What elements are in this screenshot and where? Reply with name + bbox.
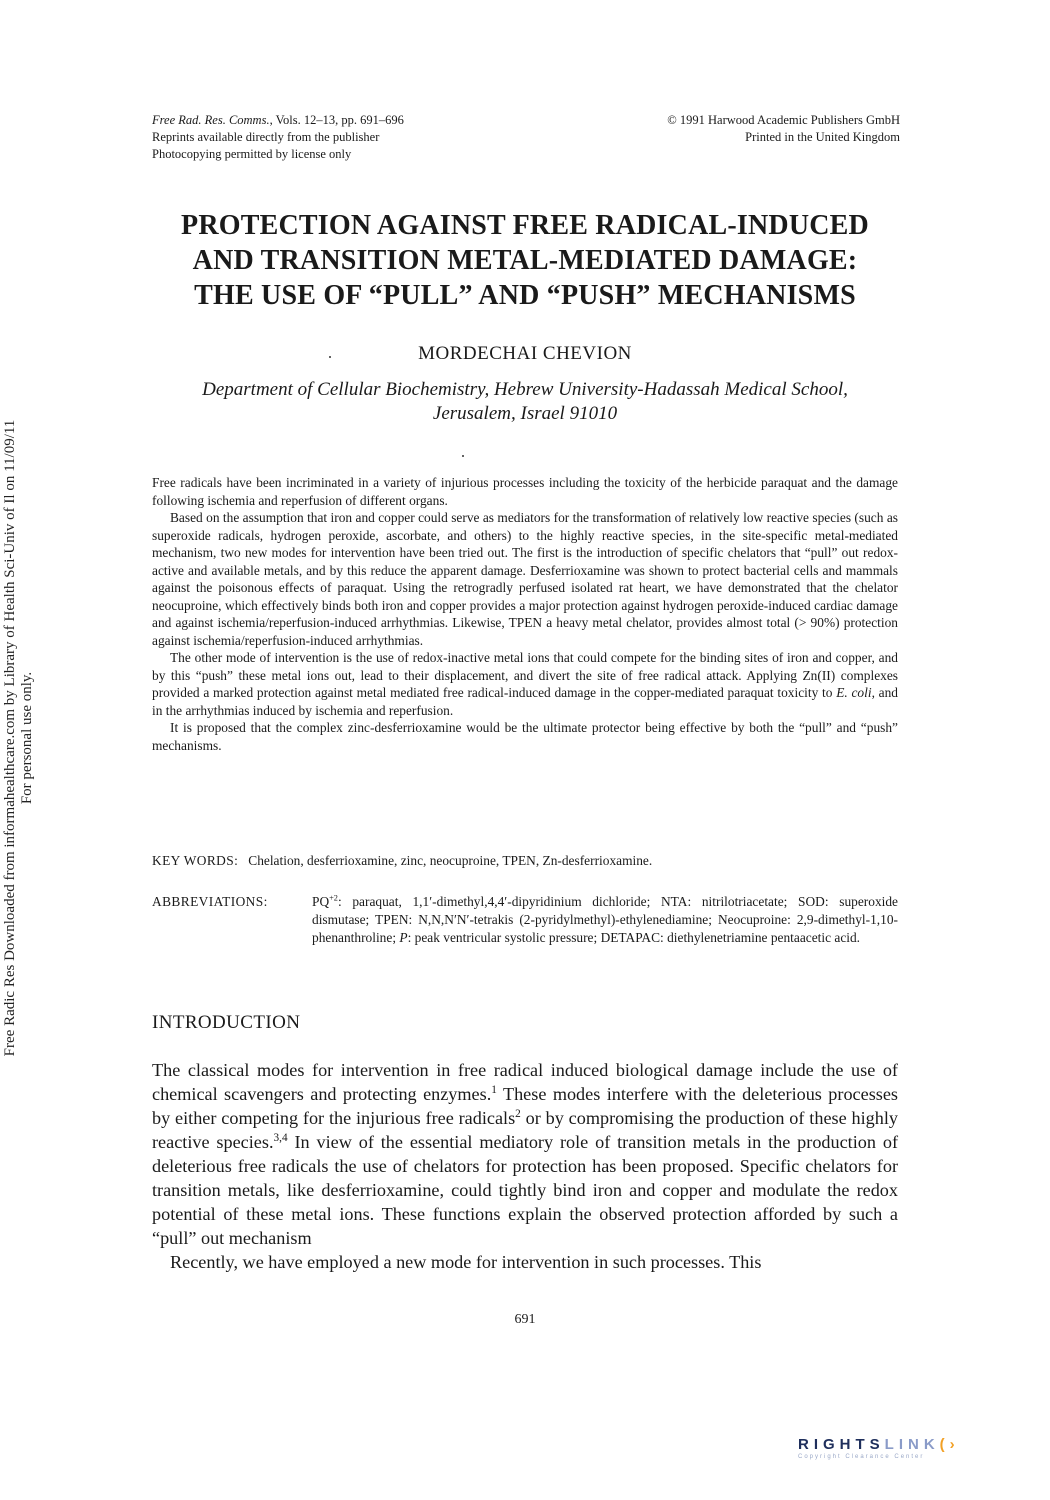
abbreviations-label: ABBREVIATIONS: xyxy=(152,894,268,909)
ref-3-4: 3,4 xyxy=(273,1131,288,1144)
reprints-note: Reprints available directly from the publisher xyxy=(152,130,380,144)
ref-1: 1 xyxy=(491,1083,497,1096)
title-line-2: AND TRANSITION METAL-MEDIATED DAMAGE: xyxy=(192,245,858,276)
journal-name: Free Rad. Res. Comms. xyxy=(152,113,270,127)
rightslink-subtitle: Copyright Clearance Center xyxy=(798,1454,925,1460)
abstract-paragraph-3 xyxy=(152,649,898,719)
intro-paragraph-2: Recently, we have employed a new mode for intervention in such processes. This xyxy=(170,1252,762,1272)
journal-volume: , Vols. 12–13, pp. 691–696 xyxy=(269,113,404,127)
download-watermark xyxy=(2,398,42,1078)
header-left xyxy=(152,112,404,163)
abbr-p-italic: P xyxy=(399,930,408,945)
abstract-p3-italic: E. coli xyxy=(836,685,872,700)
rightslink-wordmark xyxy=(798,1436,1028,1453)
paper-title xyxy=(100,208,950,313)
abstract-p3-text-b: , and in the arrhythmias induced by ischemia and reperfusion. xyxy=(152,685,898,718)
copyright-note: © 1991 Harwood Academic Publishers GmbH xyxy=(667,113,900,127)
abbr-text-b: : peak ventricular systolic pressure; DETAPAC: diethylenetriamine pentaacetic acid. xyxy=(407,930,861,945)
abbr-text-a: : paraquat, 1,1′-dimethyl,4,4′-dipyridinium dichloride; NTA: nitrilotriacetate; SOD: superoxide dismutase; TPEN: N,N,N′N′-tetrakis (2-pyridylmethyl)-ethylenediamine; Neocuproine: 2,9-dimethyl-1,10-phenanthroline; xyxy=(312,894,898,945)
header-right xyxy=(667,112,900,146)
running-header xyxy=(152,112,900,163)
intro-s2: These modes interfere with the deleterious processes by either competing for the injurious free radicals xyxy=(152,1084,898,1128)
rightslink-part-2: LINK xyxy=(884,1436,940,1453)
intro-s4: In view of the essential mediatory role of transition metals in the production of deleterious free radicals the use of chelators for protection has been proposed. Specific chelators for transition metals, like desferrioxamine, could tightly bind iron and copper and modulate the redox potential of these metal ions. These functions explain the observed protection afforded by such a “pull” out mechanism xyxy=(152,1132,898,1248)
rightslink-mark: (› xyxy=(939,1436,960,1453)
abbreviations-text xyxy=(312,893,898,947)
watermark-line-2: For personal use only. xyxy=(19,671,35,805)
abbr-pq: PQ xyxy=(312,894,330,909)
affiliation-line-2: Jerusalem, Israel 91010 xyxy=(432,403,618,424)
abbr-pq-sup: +2 xyxy=(329,893,338,903)
scan-speck xyxy=(462,455,464,457)
title-line-3: THE USE OF “PULL” AND “PUSH” MECHANISMS xyxy=(194,280,856,311)
rightslink-logo xyxy=(798,1436,1028,1476)
journal-citation xyxy=(152,112,404,129)
abstract-paragraph-2: Based on the assumption that iron and copper could serve as mediators for the transformation of relatively low reactive species (such as superoxide radicals, hydrogen peroxide, ascorbate, and others) to the highly reactive species, in the site-specific metal-mediated mechanism, two new modes for intervention have been tried out. The first is the introduction of specific chelators that “pull” out redox-active and available metals, and by this reduce the apparent damage. Desferrioxamine was shown to protect bacterial cells and mammals against the poisonous effects of paraquat. Using the retrogradly perfused isolated rat heart, we have demonstrated that the chelator neocuproine, which effectively binds both iron and copper provides a major protection against hydrogen peroxide-induced cardiac damage and against ischemia/reperfusion-induced arrhythmias. Likewise, TPEN a heavy metal chelator, provides almost total (> 90%) protection against ischemia/reperfusion-induced arrhythmias. xyxy=(152,510,898,648)
ref-2: 2 xyxy=(515,1107,521,1120)
title-line-1: PROTECTION AGAINST FREE RADICAL-INDUCED xyxy=(181,210,869,241)
keywords-label: KEY WORDS: xyxy=(152,853,239,868)
introduction-body xyxy=(152,1058,898,1274)
page-number: 691 xyxy=(514,1312,536,1327)
keywords xyxy=(152,852,898,870)
intro-s3: or by compromising the production of these highly reactive species. xyxy=(152,1108,898,1152)
abstract-paragraph-1: Free radicals have been incriminated in a variety of injurious processes including the toxicity of the herbicide paraquat and the damage following ischemia and reperfusion of different organs. xyxy=(152,475,898,508)
intro-paragraph-1 xyxy=(152,1058,898,1250)
affiliation-line-1: Department of Cellular Biochemistry, Hebrew University-Hadassah Medical School, xyxy=(202,379,848,400)
intro-s1: The classical modes for intervention in free radical induced biological damage include the use of chemical scavengers and protecting enzymes. xyxy=(152,1060,898,1104)
printed-note: Printed in the United Kingdom xyxy=(745,130,900,144)
keywords-text: Chelation, desferrioxamine, zinc, neocuproine, TPEN, Zn-desferrioxamine. xyxy=(248,853,653,868)
photocopy-note: Photocopying permitted by license only xyxy=(152,147,352,161)
section-heading-introduction: INTRODUCTION xyxy=(152,1012,301,1033)
abstract xyxy=(152,474,898,754)
abstract-paragraph-4: It is proposed that the complex zinc-desferrioxamine would be the ultimate protector being effective by both the “pull” and “push” mechanisms. xyxy=(152,720,898,753)
watermark-line-1: Free Radic Res Downloaded from informahealthcare.com by Library of Health Sci-Univ of Il on 11/09/11 xyxy=(2,419,18,1057)
author-name: MORDECHAI CHEVION xyxy=(418,343,632,364)
scan-speck xyxy=(329,356,331,358)
abstract-p3-text-a: The other mode of intervention is the use of redox-inactive metal ions that could compete for the binding sites of iron and copper, and by this “push” these metal ions out, lead to their displacement, and divert the site of free radical attack. Applying Zn(II) complexes provided a marked protection against metal mediated free radical-induced damage in the copper-mediated paraquat toxicity to xyxy=(152,650,898,700)
abbreviations xyxy=(152,893,898,947)
author-affiliation xyxy=(120,378,930,426)
rightslink-part-1: RIGHTS xyxy=(798,1436,885,1453)
